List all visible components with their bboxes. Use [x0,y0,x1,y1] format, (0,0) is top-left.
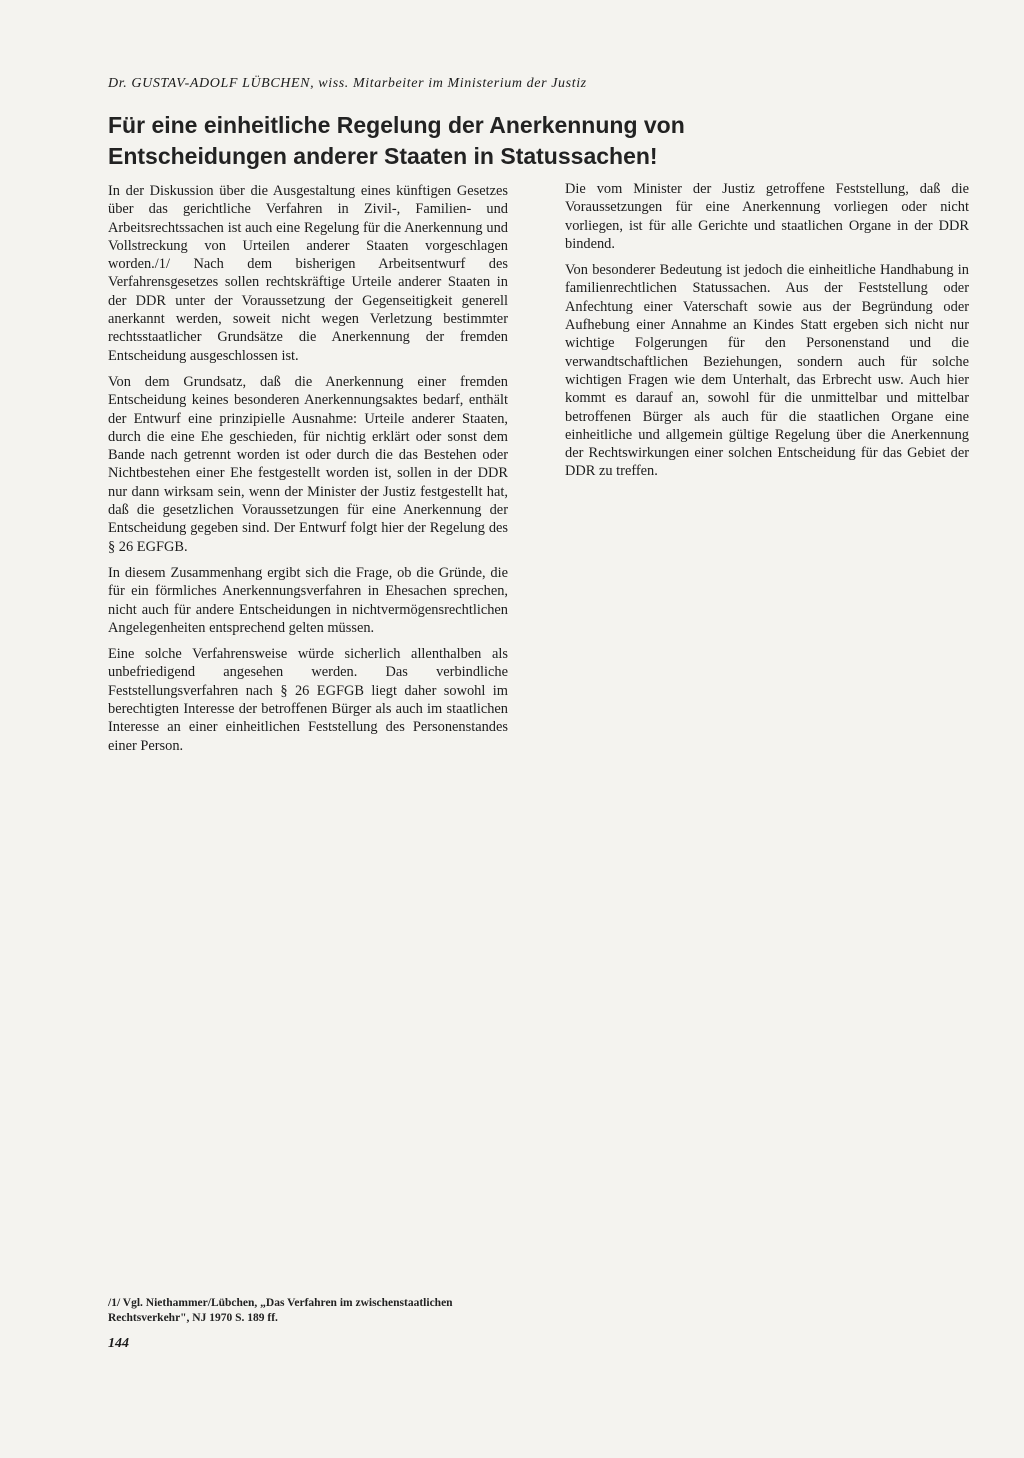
paragraph: In diesem Zusammenhang ergibt sich die Frage, ob die Gründe, die für ein förmliches Anerkennungsverfahren in Ehesachen sprechen, nicht auch für andere Entscheidungen in nichtvermögensrechtlichen Angelegenheiten entsprechend gelten müssen. [108,564,508,636]
page-number: 144 [108,1336,129,1351]
footnote: /1/ Vgl. Niethammer/Lübchen, „Das Verfahren im zwischenstaatlichen Rechtsverkehr", NJ 1970 S. 189 ff. [108,1297,453,1324]
paragraph: Von dem Grundsatz, daß die Anerkennung einer fremden Entscheidung keines besonderen Anerkennungsaktes bedarf, enthält der Entwurf eine prinzipielle Ausnahme: Urteile anderer Staaten, durch die eine Ehe geschieden, für nichtig erklärt oder sonst dem Bande nach getrennt worden ist oder durch die das Bestehen oder Nichtbestehen einer Ehe festgestellt worden ist, sollen in der DDR nur dann wirksam sein, wenn der Minister der Justiz festgestellt hat, daß die gesetzlichen Voraussetzungen für eine Anerkennung der Entscheidung gegeben sind. Der Entwurf folgt hier der Regelung des § 26 EGFGB. [108,373,508,555]
left-column [108,182,508,1267]
paragraph: Die vom Minister der Justiz getroffene Feststellung, daß die Voraussetzungen für eine Anerkennung vorliegen oder nicht vorliegen, ist für alle Gerichte und staatlichen Organe in der DDR bindend. [565,181,969,252]
paragraph: Eine solche Verfahrensweise würde sicherlich allenthalben als unbefriedigend angesehen werden. Das verbindliche Feststellungsverfahren nach § 26 EGFGB liegt daher sowohl im berechtigten Interesse der betroffenen Bürger als auch im staatlichen Interesse an einer einheitlichen Feststellung des Personenstandes einer Person. [108,646,508,754]
paragraph: Von besonderer Bedeutung ist jedoch die einheitliche Handhabung in familienrechtlichen Statussachen. Aus der Feststellung oder Anfechtung einer Vaterschaft sowie aus der Begründung oder Aufhebung einer Annahme an Kindes Statt ergeben sich nicht nur wichtige Folgerungen für den Personenstand und die verwandtschaftlichen Beziehungen, sondern auch für solche wichtigen Fragen wie dem Unterhalt, das Erbrecht usw. Auch hier kommt es darauf an, sowohl für die unmittelbar und mittelbar betroffenen Bürger als auch für die staatlichen Organe eine einheitliche und allgemein gültige Regelung über die Anerkennung der Rechtswirkungen einer solchen Entscheidung für das Gebiet der DDR zu treffen. [565,262,969,480]
author-line: Dr. GUSTAV-ADOLF LÜBCHEN, wiss. Mitarbeiter im Ministerium der Justiz [108,76,587,91]
paragraph: In der Diskussion über die Ausgestaltung eines künftigen Gesetzes über das gerichtliche Verfahren in Zivil-, Familien- und Arbeitsrechtssachen ist auch eine Regelung für die Anerkennung und Vollstreckung von Urteilen anderer Staaten vorgeschlagen worden./1/ Nach dem bisherigen Arbeitsentwurf des Verfahrensgesetzes sollen rechtskräftige Urteile anderer Staaten in der DDR unter der Voraussetzung der Gegenseitigkeit generell anerkannt werden, soweit nicht wegen Verletzung bestimmter rechtsstaatlicher Grundsätze die Anerkennung der fremden Entscheidung ausgeschlossen ist. [108,183,508,364]
right-column [565,180,969,1320]
article-title: Für eine einheitliche Regelung der Anerkennung von Entscheidungen anderer Staaten in Statussachen! [108,112,685,169]
